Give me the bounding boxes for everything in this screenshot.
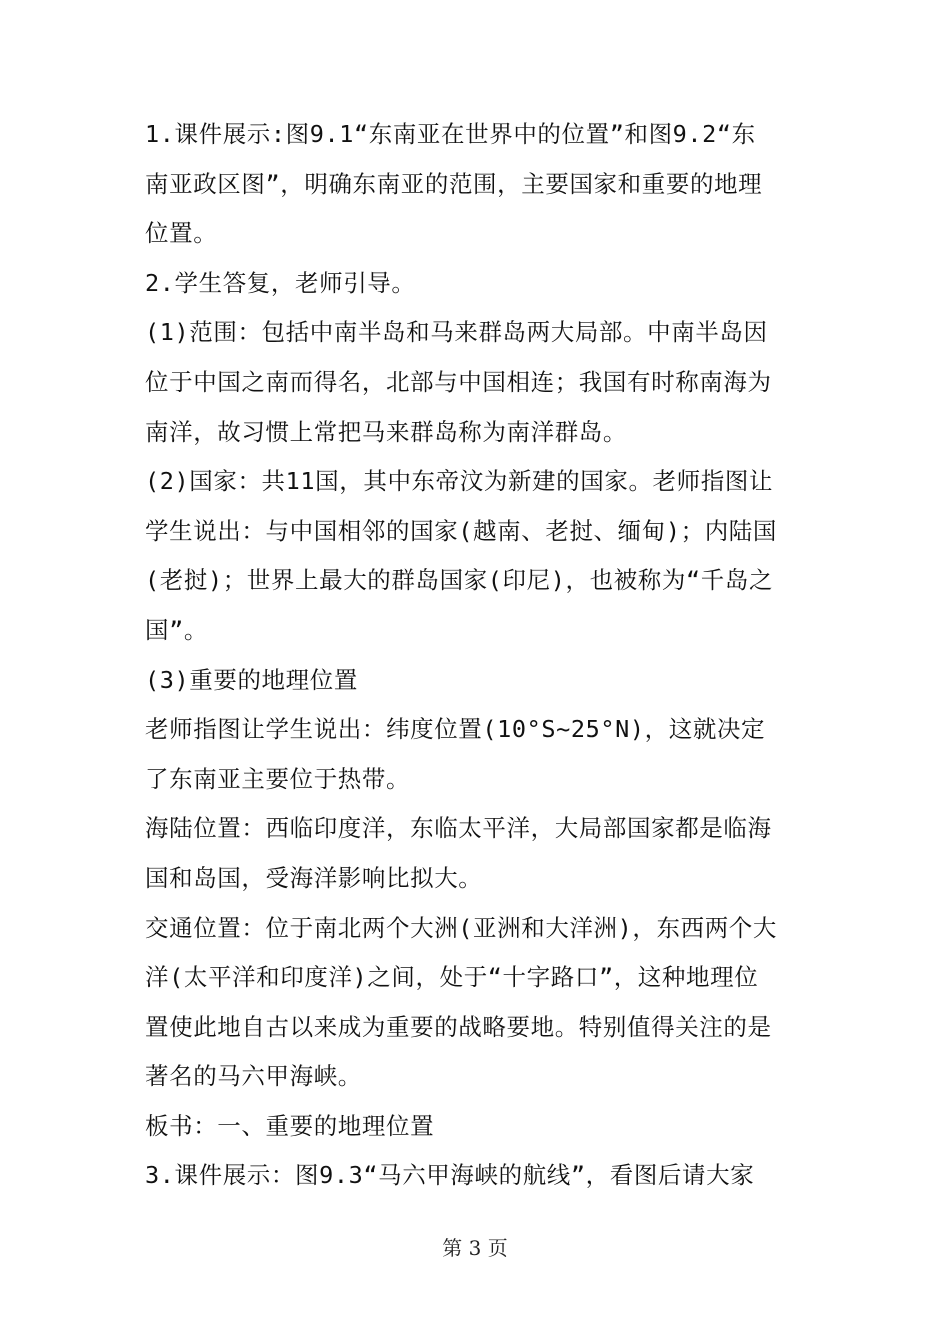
- text-line: 交通位置：位于南北两个大洲(亚洲和大洋洲)，东西两个大: [145, 913, 777, 942]
- text-line: (3)重要的地理位置: [145, 665, 358, 694]
- document-body: [145, 110, 810, 1201]
- text-line: 国”。: [145, 615, 208, 644]
- text-line: 洋(太平洋和印度洋)之间，处于“十字路口”，这种地理位: [145, 963, 759, 992]
- text-line: 老师指图让学生说出：纬度位置(10°S~25°N)，这就决定: [145, 715, 766, 744]
- text-line: 海陆位置：西临印度洋，东临太平洋，大局部国家都是临海: [145, 814, 772, 843]
- text-line: 国和岛国，受海洋影响比拟大。: [145, 863, 483, 892]
- text-line: (2)国家：共11国，其中东帝汶为新建的国家。老师指图让: [145, 467, 774, 496]
- text-line: 板书：一、重要的地理位置: [145, 1111, 435, 1140]
- text-line: 1.课件展示:图9.1“东南亚在世界中的位置”和图9.2“东: [145, 120, 756, 148]
- text-line: 位于中国之南而得名，北部与中国相连；我国有时称南海为: [145, 367, 772, 396]
- text-line: 南亚政区图”，明确东南亚的范围，主要国家和重要的地理: [145, 169, 763, 198]
- text-line: (老挝)；世界上最大的群岛国家(印尼)，也被称为“千岛之: [145, 566, 774, 595]
- text-line: 位置。: [145, 219, 218, 248]
- text-line: 置使此地自古以来成为重要的战略要地。特别值得关注的是: [145, 1012, 772, 1041]
- text-line: (1)范围：包括中南半岛和马来群岛两大局部。中南半岛因: [145, 318, 768, 347]
- text-line: 南洋，故习惯上常把马来群岛称为南洋群岛。: [145, 417, 627, 446]
- text-line: 2.学生答复，老师引导。: [145, 268, 416, 297]
- text-line: 学生说出：与中国相邻的国家(越南、老挝、缅甸)；内陆国: [145, 516, 777, 545]
- text-line: 著名的马六甲海峡。: [145, 1062, 362, 1091]
- page-number: 第 3 页: [442, 1236, 508, 1260]
- text-line: 了东南亚主要位于热带。: [145, 764, 411, 793]
- text-line: 3.课件展示：图9.3“马六甲海峡的航线”，看图后请大家: [145, 1161, 755, 1190]
